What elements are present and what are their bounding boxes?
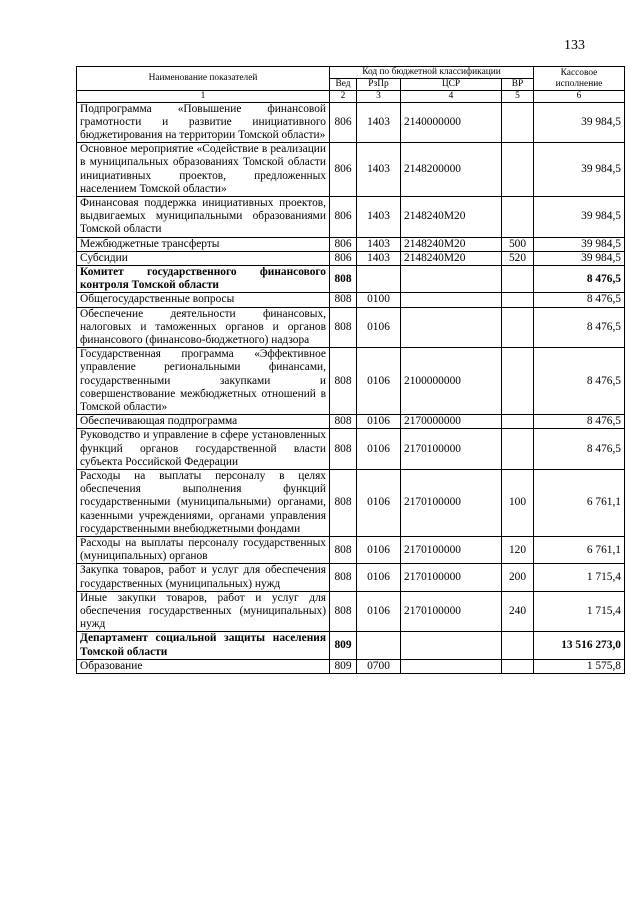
- csr-code: 2100000000: [401, 348, 502, 415]
- ved-code: 809: [330, 659, 357, 673]
- indicator-name: Обеспечение деятельности финансовых, налоговых и таможенных органов и органов финансового (финансово-бюджетного) надзора: [77, 307, 330, 348]
- vr-code: [502, 632, 534, 659]
- csr-code: 2170100000: [401, 591, 502, 632]
- cash-amount: 8 476,5: [534, 293, 625, 307]
- table-row: [77, 659, 625, 673]
- indicator-name: Субсидии: [77, 251, 330, 265]
- indicator-name: Иные закупки товаров, работ и услуг для обеспечения государственных (муниципальных) нужд: [77, 591, 330, 632]
- table-row: [77, 348, 625, 415]
- column-number: 5: [502, 91, 534, 103]
- table-row: [77, 102, 625, 143]
- indicator-name: Основное мероприятие «Содействие в реализации в муниципальных образованиях Томской области инициативных проектов, предложенных населением Томской области»: [77, 143, 330, 197]
- ved-code: 806: [330, 143, 357, 197]
- column-number: 1: [77, 91, 330, 103]
- indicator-name: Подпрограмма «Повышение финансовой грамотности и развитие инициативного бюджетирования на территории Томской области»: [77, 102, 330, 143]
- vr-code: 120: [502, 537, 534, 564]
- vr-code: 520: [502, 251, 534, 265]
- ved-code: 806: [330, 237, 357, 251]
- indicator-name: Расходы на выплаты персоналу в целях обеспечения выполнения функций государственными (муниципальными) органами, казенными учреждениями, органами управления государственными внебюджетными фондами: [77, 469, 330, 536]
- vr-code: 240: [502, 591, 534, 632]
- indicator-name: Финансовая поддержка инициативных проектов, выдвигаемых муниципальными образованиями Томской области: [77, 196, 330, 237]
- csr-code: 2170100000: [401, 429, 502, 470]
- vr-code: 100: [502, 469, 534, 536]
- header-cash-execution: Кассовое исполнение: [534, 67, 625, 91]
- vr-code: 500: [502, 237, 534, 251]
- header-code-group: Код по бюджетной классификации: [330, 67, 534, 79]
- indicator-name: Межбюджетные трансферты: [77, 237, 330, 251]
- ved-code: 808: [330, 591, 357, 632]
- indicator-name: Руководство и управление в сфере установленных функций органов государственной власти субъекта Российской Федерации: [77, 429, 330, 470]
- vr-code: [502, 415, 534, 429]
- cash-amount: 39 984,5: [534, 102, 625, 143]
- rzpr-code: 1403: [357, 143, 401, 197]
- vr-code: [502, 143, 534, 197]
- table-row: [77, 293, 625, 307]
- ved-code: 808: [330, 415, 357, 429]
- table-row: [77, 469, 625, 536]
- rzpr-code: 0106: [357, 469, 401, 536]
- cash-amount: 6 761,1: [534, 469, 625, 536]
- csr-code: [401, 632, 502, 659]
- csr-code: 2148240M20: [401, 251, 502, 265]
- indicator-name: Общегосударственные вопросы: [77, 293, 330, 307]
- ved-code: 808: [330, 469, 357, 536]
- rzpr-code: 1403: [357, 251, 401, 265]
- table-row: [77, 237, 625, 251]
- table-row: [77, 196, 625, 237]
- header-ved: Вед: [330, 79, 357, 91]
- page-number: 133: [564, 38, 585, 53]
- vr-code: [502, 307, 534, 348]
- column-number: 6: [534, 91, 625, 103]
- csr-code: [401, 293, 502, 307]
- column-number: 2: [330, 91, 357, 103]
- cash-amount: 1 715,4: [534, 591, 625, 632]
- csr-code: 2148200000: [401, 143, 502, 197]
- cash-amount: 8 476,5: [534, 415, 625, 429]
- vr-code: [502, 293, 534, 307]
- table-row: [77, 429, 625, 470]
- cash-amount: 39 984,5: [534, 251, 625, 265]
- csr-code: [401, 659, 502, 673]
- cash-amount: 8 476,5: [534, 429, 625, 470]
- indicator-name: Государственная программа «Эффективное управление региональными финансами, государственными закупками и совершенствование межбюджетных отношений в Томской области»: [77, 348, 330, 415]
- csr-code: [401, 307, 502, 348]
- rzpr-code: 1403: [357, 102, 401, 143]
- rzpr-code: 0100: [357, 293, 401, 307]
- header-csr: ЦСР: [401, 79, 502, 91]
- rzpr-code: 0106: [357, 564, 401, 591]
- vr-code: [502, 659, 534, 673]
- indicator-name: Комитет государственного финансового контроля Томской области: [77, 265, 330, 292]
- rzpr-code: [357, 632, 401, 659]
- cash-amount: 8 476,5: [534, 348, 625, 415]
- rzpr-code: 0106: [357, 429, 401, 470]
- ved-code: 806: [330, 251, 357, 265]
- ved-code: 808: [330, 537, 357, 564]
- column-number: 3: [357, 91, 401, 103]
- cash-amount: 1 715,4: [534, 564, 625, 591]
- table-row: [77, 265, 625, 292]
- table-row: [77, 143, 625, 197]
- column-number: 4: [401, 91, 502, 103]
- indicator-name: Образование: [77, 659, 330, 673]
- indicator-name: Департамент социальной защиты населения Томской области: [77, 632, 330, 659]
- vr-code: [502, 348, 534, 415]
- ved-code: 808: [330, 307, 357, 348]
- table-row: [77, 251, 625, 265]
- csr-code: 2170100000: [401, 469, 502, 536]
- ved-code: 806: [330, 196, 357, 237]
- cash-amount: 1 575,8: [534, 659, 625, 673]
- vr-code: [502, 102, 534, 143]
- indicator-name: Расходы на выплаты персоналу государственных (муниципальных) органов: [77, 537, 330, 564]
- vr-code: [502, 196, 534, 237]
- ved-code: 808: [330, 293, 357, 307]
- table-row: [77, 632, 625, 659]
- ved-code: 808: [330, 429, 357, 470]
- csr-code: 2170000000: [401, 415, 502, 429]
- rzpr-code: 0700: [357, 659, 401, 673]
- table-body: [77, 102, 625, 674]
- header-name-column: Наименование показателей: [77, 67, 330, 91]
- rzpr-code: 0106: [357, 307, 401, 348]
- table-row: [77, 307, 625, 348]
- ved-code: 808: [330, 564, 357, 591]
- table-row: [77, 564, 625, 591]
- vr-code: [502, 429, 534, 470]
- ved-code: 809: [330, 632, 357, 659]
- rzpr-code: 1403: [357, 196, 401, 237]
- csr-code: 2148240M20: [401, 237, 502, 251]
- cash-amount: 6 761,1: [534, 537, 625, 564]
- csr-code: 2170100000: [401, 537, 502, 564]
- rzpr-code: 0106: [357, 537, 401, 564]
- csr-code: 2170100000: [401, 564, 502, 591]
- cash-amount: 39 984,5: [534, 196, 625, 237]
- budget-execution-table: [76, 66, 625, 674]
- cash-amount: 39 984,5: [534, 143, 625, 197]
- indicator-name: Обеспечивающая подпрограмма: [77, 415, 330, 429]
- ved-code: 806: [330, 102, 357, 143]
- cash-amount: 8 476,5: [534, 307, 625, 348]
- rzpr-code: 1403: [357, 237, 401, 251]
- csr-code: [401, 265, 502, 292]
- ved-code: 808: [330, 265, 357, 292]
- header-rzpr: РзПр: [357, 79, 401, 91]
- rzpr-code: 0106: [357, 591, 401, 632]
- header-vr: ВР: [502, 79, 534, 91]
- rzpr-code: [357, 265, 401, 292]
- table-row: [77, 591, 625, 632]
- table-row: [77, 415, 625, 429]
- cash-amount: 39 984,5: [534, 237, 625, 251]
- cash-amount: 8 476,5: [534, 265, 625, 292]
- ved-code: 808: [330, 348, 357, 415]
- csr-code: 2140000000: [401, 102, 502, 143]
- csr-code: 2148240M20: [401, 196, 502, 237]
- vr-code: 200: [502, 564, 534, 591]
- cash-amount: 13 516 273,0: [534, 632, 625, 659]
- indicator-name: Закупка товаров, работ и услуг для обеспечения государственных (муниципальных) нужд: [77, 564, 330, 591]
- rzpr-code: 0106: [357, 348, 401, 415]
- rzpr-code: 0106: [357, 415, 401, 429]
- table-row: [77, 537, 625, 564]
- vr-code: [502, 265, 534, 292]
